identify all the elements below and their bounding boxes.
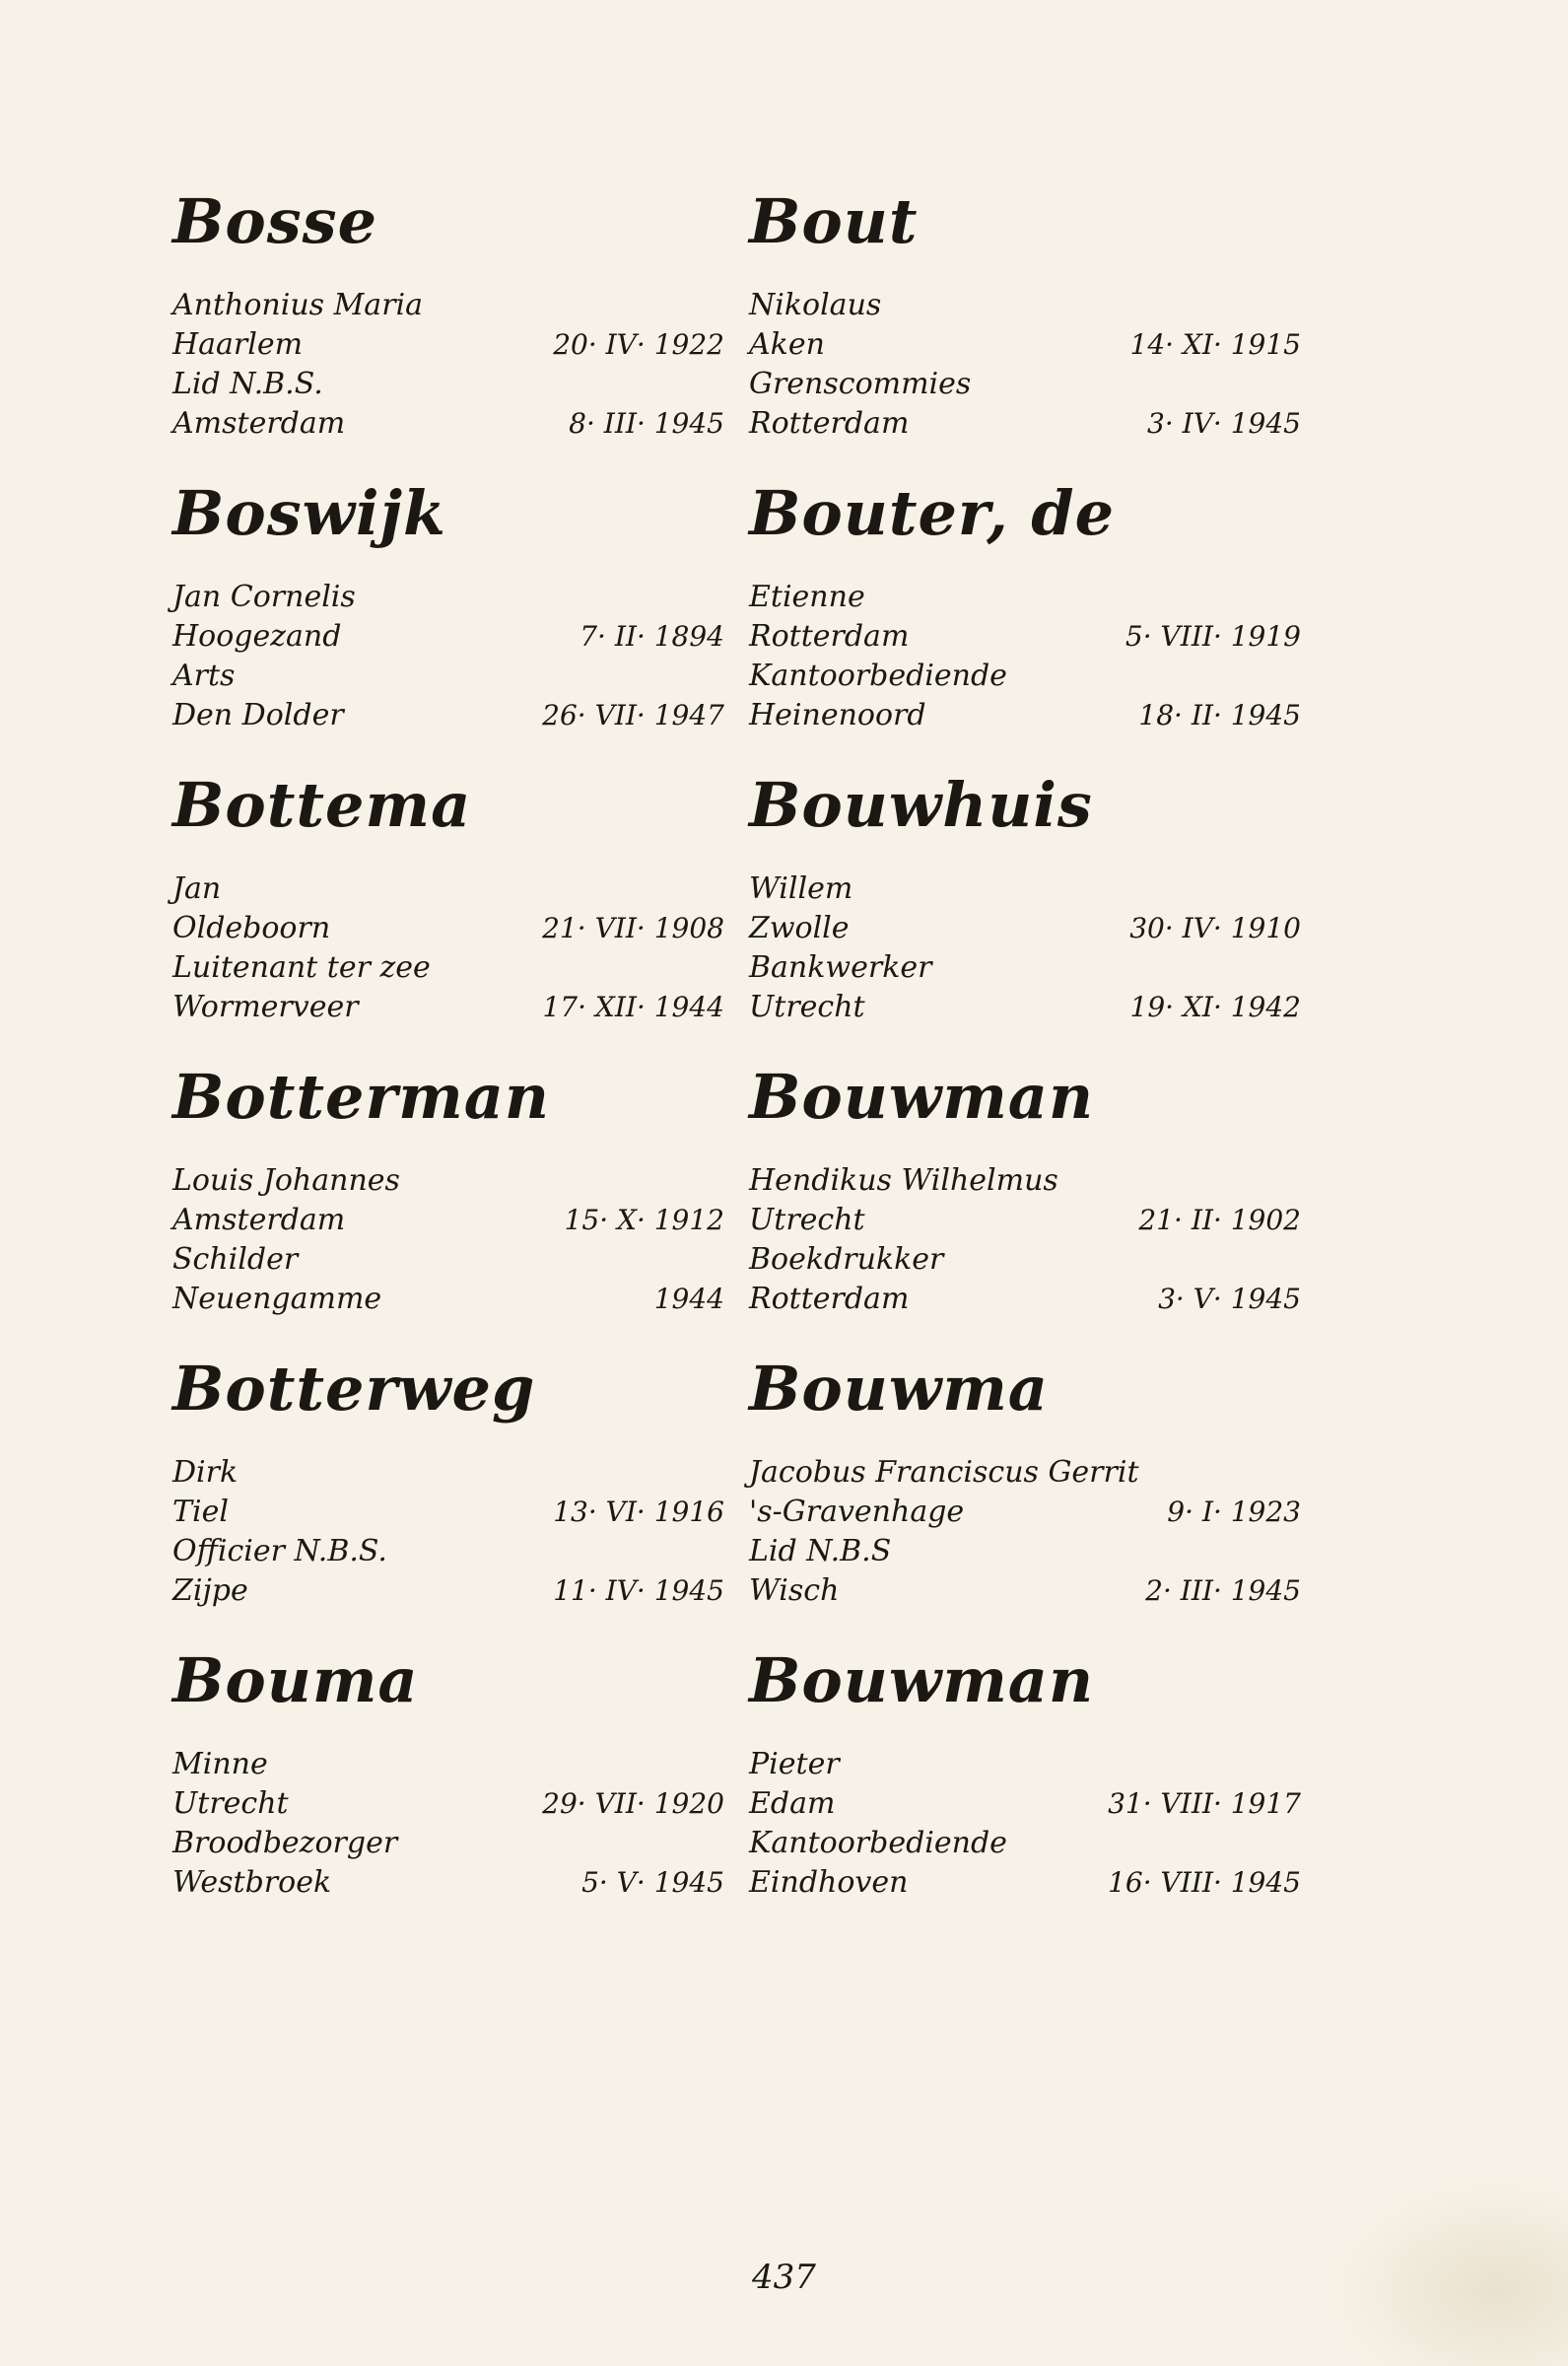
detail-text: Rotterdam — [749, 406, 910, 441]
entry-details — [749, 870, 1301, 1027]
detail-date: 20· IV· 1922 — [553, 328, 724, 361]
surname-heading: Botterweg — [172, 1353, 536, 1425]
surname-heading: Bout — [749, 185, 919, 257]
detail-line — [749, 325, 1301, 365]
detail-date: 3· V· 1945 — [1158, 1283, 1301, 1315]
entry-details — [749, 1453, 1301, 1611]
detail-line — [172, 1493, 724, 1532]
entry-details — [749, 1745, 1301, 1903]
detail-date: 26· VII· 1947 — [542, 699, 724, 731]
detail-line — [172, 617, 724, 657]
detail-text: Broodbezorger — [172, 1826, 398, 1860]
detail-text: Hendikus Wilhelmus — [749, 1163, 1058, 1198]
entry-details — [172, 870, 724, 1027]
page-number: 437 — [752, 2258, 816, 2297]
detail-text: Utrecht — [749, 1203, 865, 1237]
detail-text: Amsterdam — [172, 406, 346, 441]
detail-text: Hoogezand — [172, 619, 342, 654]
detail-text: Eindhoven — [749, 1865, 909, 1900]
surname-heading: Bouma — [172, 1644, 419, 1716]
detail-date: 19· XI· 1942 — [1129, 991, 1301, 1023]
detail-text: Bankwerker — [749, 950, 932, 985]
entry-details — [172, 286, 724, 444]
detail-text: Zijpe — [172, 1573, 248, 1608]
detail-line — [749, 1453, 1301, 1493]
detail-line — [749, 404, 1301, 444]
detail-date: 3· IV· 1945 — [1147, 407, 1301, 440]
detail-line — [749, 657, 1301, 696]
detail-date: 21· II· 1902 — [1138, 1204, 1301, 1236]
detail-line — [172, 1824, 724, 1863]
detail-line — [749, 948, 1301, 988]
detail-line — [749, 1571, 1301, 1611]
left-column — [172, 158, 724, 1909]
name-entry — [172, 741, 724, 1033]
surname-heading: Bouwhuis — [749, 769, 1093, 841]
detail-text: Rotterdam — [749, 619, 910, 654]
detail-text: Aken — [749, 327, 825, 362]
detail-line — [172, 1280, 724, 1319]
detail-text: Nikolaus — [749, 288, 882, 322]
detail-text: Rotterdam — [749, 1282, 910, 1316]
surname-heading: Bosse — [172, 185, 378, 257]
detail-date: 15· X· 1912 — [564, 1204, 724, 1236]
detail-text: Heinenoord — [749, 698, 926, 732]
detail-line — [172, 657, 724, 696]
detail-text: Utrecht — [749, 990, 865, 1024]
detail-line — [172, 1863, 724, 1903]
detail-line — [749, 365, 1301, 404]
detail-line — [749, 909, 1301, 948]
detail-line — [749, 1824, 1301, 1863]
detail-date: 5· VIII· 1919 — [1125, 620, 1301, 653]
detail-text: Haarlem — [172, 327, 304, 362]
right-column — [749, 158, 1301, 1909]
detail-line — [749, 1240, 1301, 1280]
detail-line — [172, 1745, 724, 1784]
detail-text: Willem — [749, 871, 853, 906]
detail-text: Boekdrukker — [749, 1242, 944, 1277]
detail-line — [172, 578, 724, 617]
detail-line — [172, 1201, 724, 1240]
detail-date: 13· VI· 1916 — [553, 1496, 724, 1528]
detail-line — [172, 404, 724, 444]
detail-line — [749, 1161, 1301, 1201]
surname-heading: Boswijk — [172, 477, 446, 549]
detail-line — [749, 696, 1301, 735]
name-entry — [749, 741, 1301, 1033]
detail-line — [172, 870, 724, 909]
detail-text: 's-Gravenhage — [749, 1495, 965, 1529]
detail-line — [172, 696, 724, 735]
detail-text: Louis Johannes — [172, 1163, 400, 1198]
detail-text: Luitenant ter zee — [172, 950, 431, 985]
detail-line — [172, 1532, 724, 1571]
detail-line — [172, 325, 724, 365]
detail-text: Edam — [749, 1786, 836, 1821]
detail-line — [172, 909, 724, 948]
detail-line — [172, 1161, 724, 1201]
detail-date: 7· II· 1894 — [579, 620, 724, 653]
detail-line — [749, 1493, 1301, 1532]
name-entry — [172, 1617, 724, 1909]
detail-line — [172, 365, 724, 404]
surname-heading: Bouwma — [749, 1353, 1049, 1425]
entry-details — [749, 286, 1301, 444]
name-entry — [172, 1033, 724, 1325]
surname-heading: Bouwman — [749, 1061, 1095, 1133]
name-entry — [172, 450, 724, 741]
detail-date: 2· III· 1945 — [1145, 1574, 1301, 1607]
detail-text: Wormerveer — [172, 990, 359, 1024]
detail-text: Anthonius Maria — [172, 288, 424, 322]
detail-line — [749, 1201, 1301, 1240]
detail-line — [172, 988, 724, 1027]
detail-line — [749, 1745, 1301, 1784]
entry-details — [749, 1161, 1301, 1319]
detail-text: Tiel — [172, 1495, 229, 1529]
name-entry — [749, 158, 1301, 450]
surname-heading: Bouter, de — [749, 477, 1116, 549]
detail-text: Amsterdam — [172, 1203, 346, 1237]
detail-text: Den Dolder — [172, 698, 344, 732]
name-entry — [749, 1033, 1301, 1325]
detail-date: 14· XI· 1915 — [1129, 328, 1301, 361]
detail-text: Utrecht — [172, 1786, 289, 1821]
detail-date: 16· VIII· 1945 — [1108, 1866, 1301, 1899]
detail-date: 17· XII· 1944 — [542, 991, 724, 1023]
detail-line — [749, 1532, 1301, 1571]
detail-line — [172, 1784, 724, 1824]
detail-date: 1944 — [653, 1283, 724, 1315]
detail-line — [749, 1280, 1301, 1319]
detail-line — [749, 988, 1301, 1027]
detail-text: Arts — [172, 659, 236, 693]
detail-text: Jan Cornelis — [172, 580, 356, 614]
surname-heading: Bouwman — [749, 1644, 1095, 1716]
detail-text: Neuengamme — [172, 1282, 382, 1316]
detail-text: Jan — [172, 871, 222, 906]
name-entry — [749, 450, 1301, 741]
detail-text: Jacobus Franciscus Gerrit — [749, 1455, 1139, 1490]
detail-date: 18· II· 1945 — [1138, 699, 1301, 731]
detail-line — [749, 286, 1301, 325]
detail-text: Officier N.B.S. — [172, 1534, 387, 1568]
detail-text: Westbroek — [172, 1865, 332, 1900]
name-entry — [749, 1325, 1301, 1617]
entry-details — [749, 578, 1301, 735]
detail-text: Lid N.B.S. — [172, 367, 323, 401]
detail-line — [749, 870, 1301, 909]
detail-line — [749, 578, 1301, 617]
detail-date: 11· IV· 1945 — [553, 1574, 724, 1607]
entry-details — [172, 1745, 724, 1903]
surname-heading: Bottema — [172, 769, 472, 841]
entry-details — [172, 1453, 724, 1611]
detail-date: 21· VII· 1908 — [542, 912, 724, 944]
detail-text: Zwolle — [749, 911, 850, 945]
detail-date: 29· VII· 1920 — [542, 1787, 724, 1820]
detail-text: Kantoorbediende — [749, 659, 1007, 693]
detail-text: Wisch — [749, 1573, 840, 1608]
detail-text: Pieter — [749, 1747, 840, 1781]
detail-line — [172, 948, 724, 988]
detail-date: 30· IV· 1910 — [1129, 912, 1301, 944]
detail-text: Schilder — [172, 1242, 299, 1277]
detail-text: Kantoorbediende — [749, 1826, 1007, 1860]
detail-text: Oldeboorn — [172, 911, 331, 945]
detail-text: Etienne — [749, 580, 865, 614]
detail-line — [172, 1240, 724, 1280]
detail-line — [749, 617, 1301, 657]
detail-date: 9· I· 1923 — [1167, 1496, 1301, 1528]
name-entry — [172, 158, 724, 450]
detail-date: 8· III· 1945 — [569, 407, 724, 440]
entry-details — [172, 578, 724, 735]
detail-line — [749, 1863, 1301, 1903]
detail-line — [749, 1784, 1301, 1824]
detail-line — [172, 1571, 724, 1611]
detail-line — [172, 286, 724, 325]
detail-date: 31· VIII· 1917 — [1108, 1787, 1301, 1820]
detail-text: Grenscommies — [749, 367, 972, 401]
detail-line — [172, 1453, 724, 1493]
detail-text: Lid N.B.S — [749, 1534, 892, 1568]
detail-date: 5· V· 1945 — [581, 1866, 724, 1899]
name-entry — [749, 1617, 1301, 1909]
surname-heading: Botterman — [172, 1061, 550, 1133]
detail-text: Dirk — [172, 1455, 239, 1490]
name-entry — [172, 1325, 724, 1617]
entry-details — [172, 1161, 724, 1319]
detail-text: Minne — [172, 1747, 268, 1781]
